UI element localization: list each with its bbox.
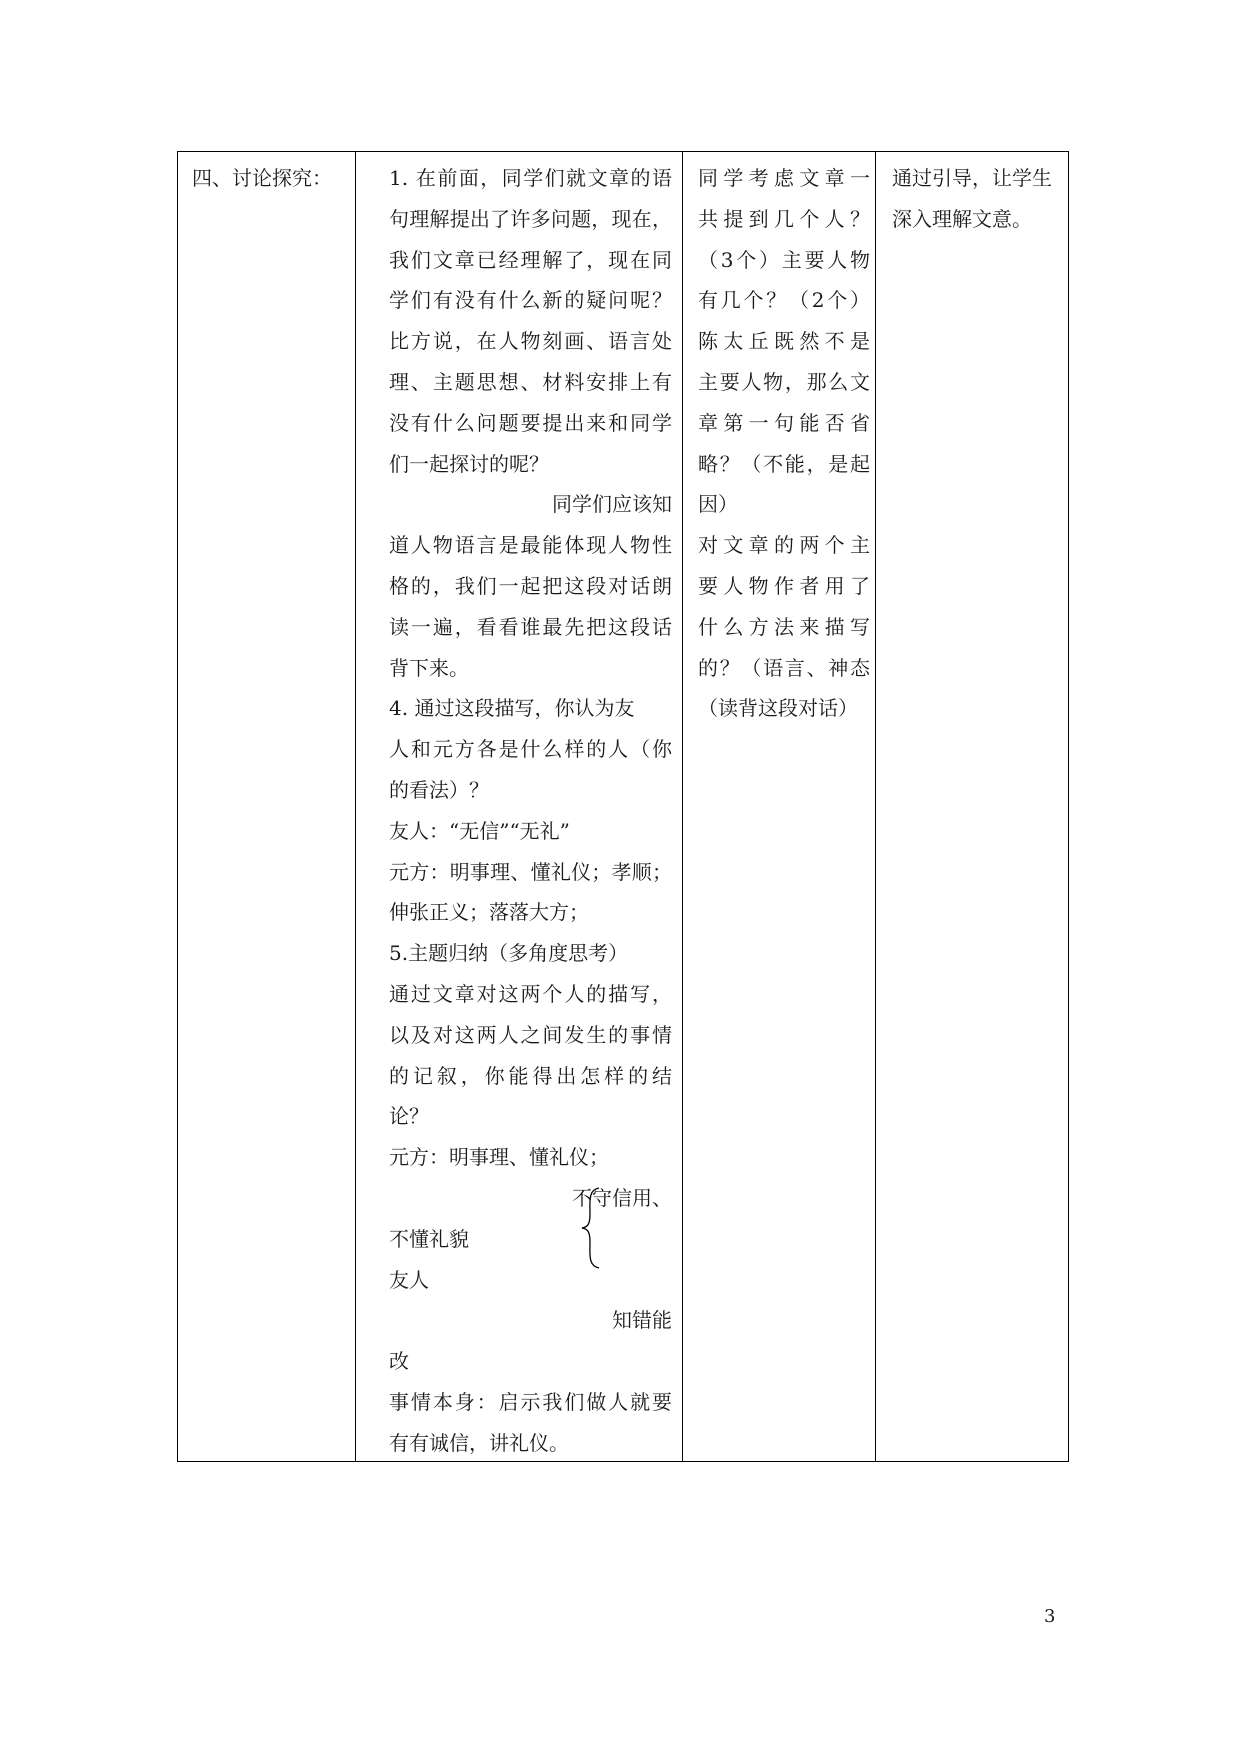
teacher-line: 通过文章对这两个人的描写，	[389, 981, 672, 1006]
teacher-line: 改	[389, 1349, 409, 1374]
teacher-line: 没有什么问题要提出来和同学	[389, 410, 672, 435]
teacher-line: 知错能	[612, 1308, 672, 1333]
student-line: 要人物作者用了	[698, 573, 870, 598]
teacher-line: 友人：“无信”“无礼”	[389, 818, 570, 843]
teacher-line: 的记叙，你能得出怎样的结	[389, 1063, 672, 1088]
student-line: 主要人物，那么文	[698, 369, 870, 394]
curly-brace	[580, 1186, 602, 1270]
student-line: 略？（不能，是起	[698, 451, 870, 476]
student-line: 什么方法来描写	[698, 614, 870, 639]
design-intent-cell	[892, 158, 1062, 240]
teacher-line: 以及对这两人之间发生的事情	[389, 1022, 672, 1047]
student-activity-cell	[698, 158, 870, 729]
column-divider	[355, 152, 356, 1461]
teacher-line: 友人	[389, 1267, 429, 1292]
student-line: （读背这段对话）	[698, 696, 858, 721]
teacher-line: 不懂礼貌	[389, 1226, 469, 1251]
student-line: 章第一句能否省	[698, 410, 870, 435]
student-line: 共提到几个人？	[698, 206, 870, 231]
intent-line: 深入理解文意。	[892, 206, 1032, 231]
teacher-line: 格的，我们一起把这段对话朗	[389, 573, 672, 598]
student-line: 有几个？（2个）	[698, 288, 870, 313]
teacher-line: 句理解提出了许多问题，现在，	[389, 206, 672, 231]
stage-cell	[192, 158, 372, 199]
teacher-line: 1. 在前面，同学们就文章的语	[389, 166, 672, 190]
intent-line: 通过引导，让学生	[892, 166, 1052, 190]
lesson-plan-table	[177, 151, 1069, 1462]
teacher-line: 同学们应该知	[552, 492, 672, 517]
teacher-line: 4. 通过这段描写，你认为友	[389, 696, 635, 721]
student-line: 陈太丘既然不是	[698, 329, 870, 354]
column-divider	[682, 152, 683, 1461]
teacher-line: 我们文章已经理解了，现在同	[389, 247, 672, 272]
teacher-line: 5.主题归纳（多角度思考）	[389, 941, 629, 966]
student-line: 的？（语言、神态	[698, 655, 870, 680]
teacher-line: 学们有没有什么新的疑问呢？	[389, 288, 672, 313]
teacher-line: 元方：明事理、懂礼仪；孝顺；	[389, 859, 672, 884]
teacher-line: 道人物语言是最能体现人物性	[389, 533, 672, 558]
teacher-line: 元方：明事理、懂礼仪；	[389, 1145, 609, 1170]
teacher-line: 论？	[389, 1104, 429, 1129]
page-number: 3	[1044, 1606, 1056, 1627]
teacher-line: 人和元方各是什么样的人（你	[389, 737, 672, 762]
teacher-line: 的看法）？	[389, 777, 489, 802]
teacher-activity-cell	[389, 158, 672, 1464]
student-line: （3个）主要人物	[698, 247, 870, 272]
teacher-line: 比方说，在人物刻画、语言处	[389, 329, 672, 354]
teacher-line: 伸张正义；落落大方；	[389, 900, 589, 925]
teacher-line: 理、主题思想、材料安排上有	[389, 369, 672, 394]
student-line: 同学考虑文章一	[698, 166, 870, 190]
teacher-line: 读一遍，看看谁最先把这段话	[389, 614, 672, 639]
student-line: 因）	[698, 492, 738, 517]
teacher-line: 们一起探讨的呢？	[389, 451, 549, 476]
teacher-line: 事情本身：启示我们做人就要	[389, 1389, 672, 1414]
student-line: 对文章的两个主	[698, 533, 870, 558]
column-divider	[875, 152, 876, 1461]
teacher-line: 不守信用、	[572, 1185, 672, 1210]
teacher-line: 背下来。	[389, 655, 469, 680]
teacher-line: 有有诚信，讲礼仪。	[389, 1430, 569, 1455]
section-label: 四、讨论探究：	[192, 166, 332, 190]
